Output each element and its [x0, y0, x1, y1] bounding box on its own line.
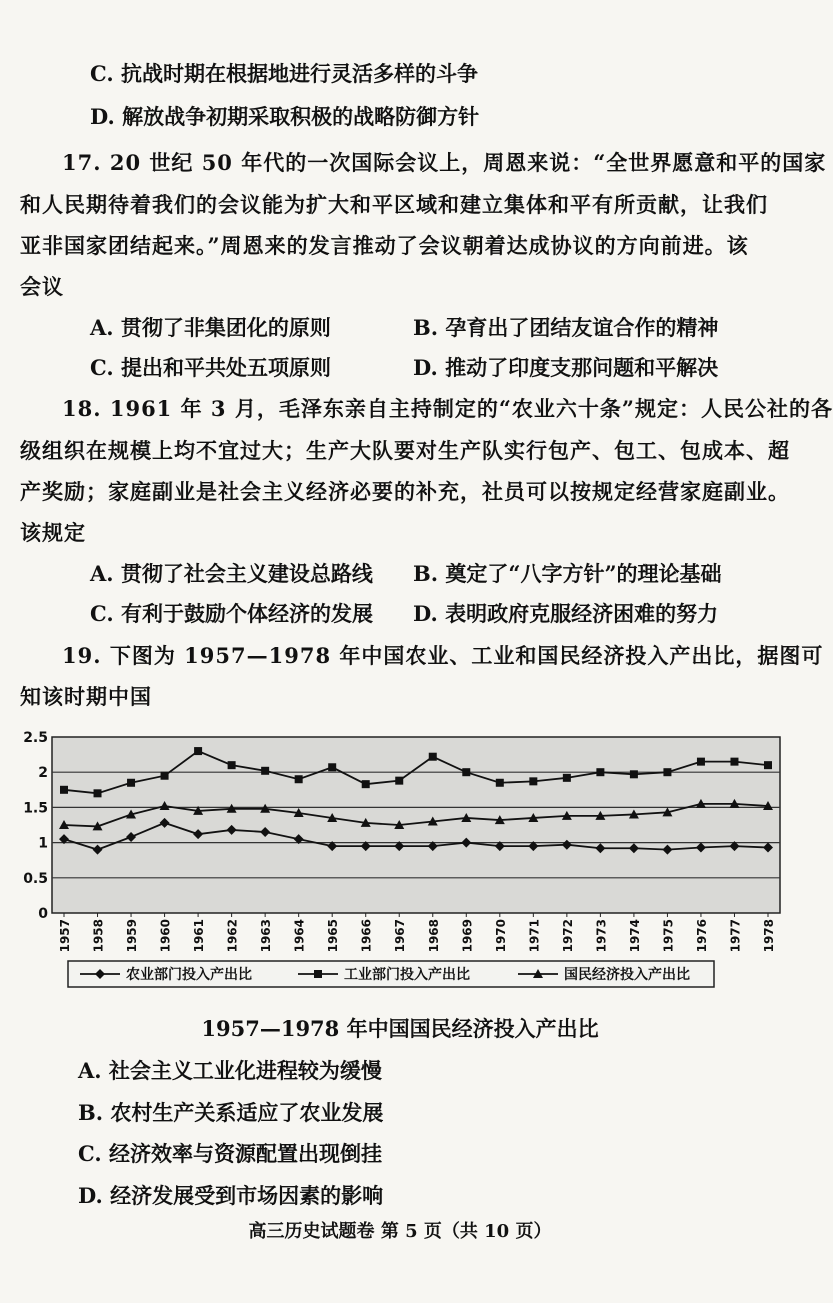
- x-tick-label: 1977: [728, 919, 743, 953]
- q19-stem-line-2: 知该时期中国: [20, 684, 152, 709]
- data-point: [94, 789, 102, 797]
- x-tick-label: 1960: [158, 919, 173, 953]
- chart: [23, 725, 776, 995]
- data-point: [596, 768, 604, 776]
- q18-stem-line-3: 产奖励；家庭副业是社会主义经济必要的补充，社员可以按规定经营家庭副业。: [20, 479, 790, 504]
- y-tick-label: 0.5: [23, 870, 48, 887]
- q17-stem-line-3: 亚非国家团结起来。”周恩来的发言推动了会议朝着达成协议的方向前进。该: [20, 233, 749, 258]
- q19-option-c: C. 经济效率与资源配置出现倒挂: [78, 1141, 382, 1166]
- data-point: [194, 747, 202, 755]
- page-footer: 高三历史试题卷 第 5 页（共 10 页）: [248, 1221, 552, 1242]
- q17-option-b: B. 孕育出了团结友谊合作的精神: [413, 315, 719, 340]
- x-tick-label: 1957: [58, 919, 72, 953]
- q17-stem-line-1: 17. 20 世纪 50 年代的一次国际会议上，周恩来说：“全世界愿意和平的国家: [62, 150, 827, 175]
- x-tick-label: 1975: [661, 919, 676, 953]
- data-point: [328, 763, 336, 771]
- y-tick-label: 1.5: [23, 800, 48, 817]
- data-point: [529, 777, 537, 785]
- x-tick-label: 1974: [627, 919, 642, 953]
- data-point: [630, 770, 638, 778]
- q18-option-c: C. 有利于鼓励个体经济的发展: [90, 601, 373, 626]
- x-axis-ticks: [58, 913, 776, 952]
- x-tick-label: 1966: [359, 919, 374, 953]
- q18-option-a: A. 贯彻了社会主义建设总路线: [90, 561, 373, 586]
- q17-option-c: C. 提出和平共处五项原则: [90, 355, 331, 380]
- data-point: [429, 753, 437, 761]
- q18-option-b: B. 奠定了“八字方针”的理论基础: [413, 561, 722, 586]
- x-tick-label: 1976: [694, 919, 709, 953]
- y-tick-label: 1: [38, 835, 48, 852]
- q19-option-a: A. 社会主义工业化进程较为缓慢: [78, 1058, 382, 1083]
- x-tick-label: 1964: [292, 919, 307, 953]
- q18-stem-line-1: 18. 1961 年 3 月，毛泽东亲自主持制定的“农业六十条”规定：人民公社的各: [62, 396, 833, 421]
- x-tick-label: 1961: [192, 919, 207, 953]
- data-point: [730, 758, 738, 766]
- x-tick-label: 1967: [393, 919, 408, 953]
- data-point: [764, 761, 772, 769]
- x-tick-label: 1971: [527, 919, 542, 953]
- data-point: [563, 774, 571, 782]
- data-point: [261, 767, 269, 775]
- data-point: [60, 786, 68, 794]
- q19-option-b: B. 农村生产关系适应了农业发展: [78, 1100, 384, 1125]
- q18-option-d: D. 表明政府克服经济困难的努力: [413, 601, 719, 626]
- x-tick-label: 1965: [326, 919, 341, 953]
- data-point: [496, 779, 504, 787]
- x-tick-label: 1963: [259, 919, 274, 953]
- y-tick-label: 0: [38, 906, 48, 922]
- legend-marker: [314, 970, 322, 978]
- legend-label: 国民经济投入产出比: [564, 967, 690, 983]
- legend-label: 农业部门投入产出比: [126, 967, 252, 983]
- x-tick-label: 1959: [125, 919, 140, 953]
- q18-stem-line-2: 级组织在规模上均不宜过大；生产大队要对生产队实行包产、包工、包成本、超: [20, 438, 790, 463]
- data-point: [362, 780, 370, 788]
- legend: [68, 961, 714, 987]
- x-tick-label: 1970: [493, 919, 508, 953]
- data-point: [127, 779, 135, 787]
- q19-stem-line-1: 19. 下图为 1957—1978 年中国农业、工业和国民经济投入产出比，据图可: [62, 643, 824, 668]
- x-tick-label: 1973: [594, 919, 609, 953]
- data-point: [395, 777, 403, 785]
- x-tick-label: 1969: [460, 919, 475, 953]
- q16-option-d: D. 解放战争初期采取积极的战略防御方针: [90, 104, 480, 129]
- y-tick-label: 2: [38, 765, 48, 782]
- x-tick-label: 1958: [91, 919, 106, 953]
- data-point: [663, 768, 671, 776]
- q17-option-d: D. 推动了印度支那问题和平解决: [413, 355, 719, 380]
- q19-option-d: D. 经济发展受到市场因素的影响: [78, 1183, 384, 1208]
- data-point: [161, 772, 169, 780]
- q17-stem-line-4: 会议: [20, 274, 64, 299]
- data-point: [697, 758, 705, 766]
- q16-option-c: C. 抗战时期在根据地进行灵活多样的斗争: [90, 61, 478, 86]
- y-axis-ticks: [23, 730, 48, 922]
- x-tick-label: 1978: [762, 919, 776, 953]
- x-tick-label: 1972: [560, 919, 575, 953]
- q17-stem-line-2: 和人民期待着我们的会议能为扩大和平区域和建立集体和平有所贡献，让我们: [20, 192, 768, 217]
- q17-option-a: A. 贯彻了非集团化的原则: [90, 315, 331, 340]
- y-tick-label: 2.5: [23, 730, 48, 746]
- x-tick-label: 1962: [225, 919, 240, 953]
- data-point: [228, 761, 236, 769]
- q18-stem-line-4: 该规定: [20, 520, 86, 545]
- data-point: [295, 775, 303, 783]
- legend-label: 工业部门投入产出比: [344, 967, 470, 983]
- x-tick-label: 1968: [426, 919, 441, 953]
- data-point: [462, 768, 470, 776]
- chart-caption: 1957—1978 年中国国民经济投入产出比: [201, 1016, 599, 1041]
